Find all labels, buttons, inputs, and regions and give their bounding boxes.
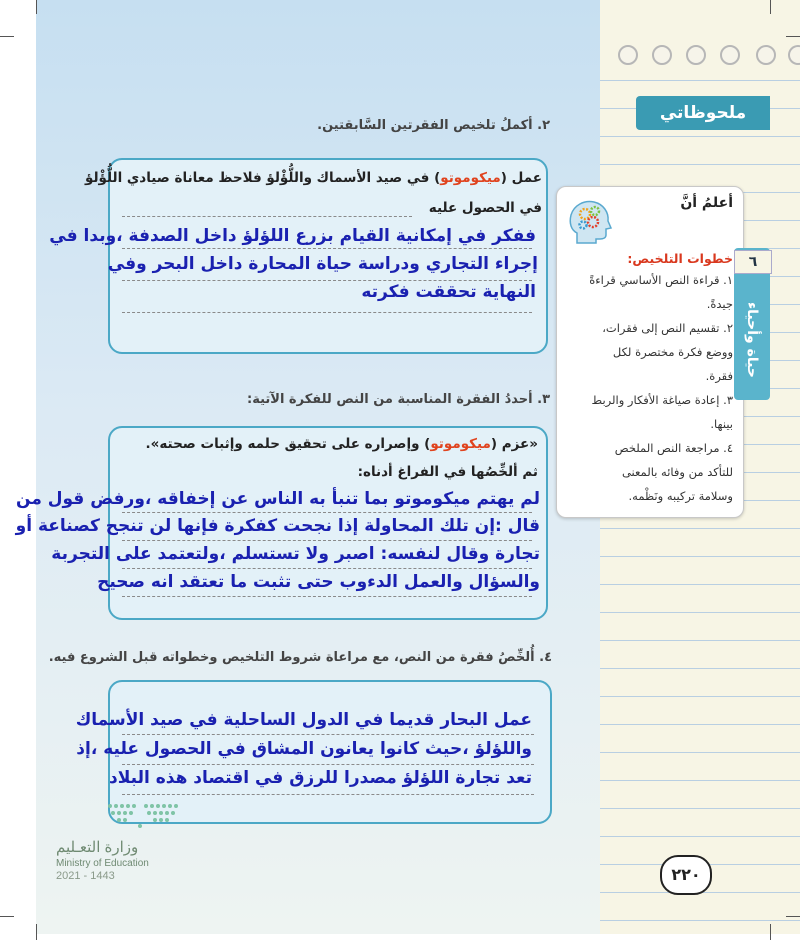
answer-line [122, 216, 412, 217]
q3-answer-line: والسؤال والعمل الدءوب حتى تثبت ما تعتقد انه صحيح [97, 572, 540, 592]
ministry-name-en: Ministry of Education [56, 858, 149, 869]
crop-mark [770, 0, 771, 14]
q3-answer-line: تجارة وقال لنفسه: اصبر ولا تستسلم ،ولتعتمد على التجربة [51, 544, 540, 564]
info-card [556, 186, 744, 518]
ruled-line [600, 668, 800, 669]
ruled-line [600, 528, 800, 529]
answer-line [122, 596, 532, 597]
answer-line [122, 248, 532, 249]
binder-hole [652, 45, 672, 65]
ruled-line [600, 556, 800, 557]
ruled-line [600, 724, 800, 725]
unit-number: ٦ [734, 250, 772, 274]
info-line: فقرة. [705, 369, 733, 383]
info-line: للتأكد من وفائه بالمعنى [621, 465, 733, 479]
info-line: ٢. تقسيم النص إلى فقرات، [602, 321, 733, 335]
info-line: ٣. إعادة صياغة الأفكار والربط [591, 393, 733, 407]
info-subtitle: خطوات التلخيص: [627, 251, 733, 266]
info-line: جيدةً. [706, 297, 733, 311]
crop-mark [770, 924, 771, 940]
crop-mark [36, 0, 37, 14]
binder-hole [756, 45, 776, 65]
ruled-line [600, 920, 800, 921]
binder-hole [720, 45, 740, 65]
ministry-logo-icon [100, 798, 190, 832]
info-line: وسلامة تركيبه ونَظْمه. [628, 489, 733, 503]
crop-mark [786, 916, 800, 917]
ruled-line [600, 640, 800, 641]
q4-answer-line: عمل البحار قديما في الدول الساحلية في صيد الأسماك [75, 710, 532, 730]
ruled-line [600, 696, 800, 697]
q2-line1: عمل (ميكوموتو) في صيد الأسماك واللُّؤْلؤ فلاحظ معاناة صيادي اللُّؤْلؤ [85, 170, 542, 186]
answer-line [122, 312, 532, 313]
info-line: ١. قراءة النص الأساسي قراءةً [589, 273, 733, 287]
q2-line2: في الحصول عليه [428, 200, 542, 216]
ministry-name-ar: وزارة التعـليم [56, 839, 139, 856]
info-title: أعلمُ أنَّ [680, 195, 733, 211]
ruled-line [600, 612, 800, 613]
q3-answer-line: قال :إن تلك المحاولة إذا نجحت كفكرة فإنها لن تنجح كصناعة أو [15, 516, 540, 536]
answer-line [122, 568, 532, 569]
ruled-line [600, 836, 800, 837]
q3-instruction: ثم ألخِّصُها في الفراغ أدناه: [357, 464, 538, 480]
info-line: ٤. مراجعة النص الملخص [614, 441, 733, 455]
notes-title: ملحوظاتي [659, 103, 747, 123]
answer-line [122, 734, 534, 735]
crop-mark [36, 924, 37, 940]
q3-prompt: ٣. أحددُ الفقرة المناسبة من النص للفكرة الآتية: [247, 392, 550, 407]
ruled-line [600, 136, 800, 137]
q2-answer-line: إجراء التجاري ودراسة حياة المحارة داخل البحر وفي [107, 254, 538, 274]
ruled-line [600, 780, 800, 781]
ruled-line [600, 584, 800, 585]
answer-line [122, 764, 534, 765]
answer-line [122, 794, 534, 795]
edition-year: 2021 - 1443 [56, 870, 115, 882]
ruled-line [600, 808, 800, 809]
answer-line [122, 280, 532, 281]
ruled-line [600, 752, 800, 753]
name-highlight: ميكوموتو [430, 436, 491, 452]
q2-answer-line: النهاية تحققت فكرته [361, 282, 536, 302]
name-highlight: ميكوموتو [440, 170, 501, 186]
q2-answer-line: ففكر في إمكانية القيام بزرع اللؤلؤ داخل الصدفة ،وبدا في [49, 226, 536, 246]
q3-quote: «عزم (ميكوموتو) وإصراره على تحقيق حلمه وإثبات صحته». [145, 436, 538, 452]
info-line: ووضع فكرة مختصرة لكل [612, 345, 733, 359]
q3-answer-line: لم يهتم ميكوموتو بما تنبأ به الناس عن إخفاقه ،ورفض قول من [16, 489, 540, 509]
notes-title-tab [636, 96, 770, 130]
info-line: بينها. [710, 417, 733, 431]
crop-mark [786, 36, 800, 37]
crop-mark [0, 36, 14, 37]
ruled-line [600, 164, 800, 165]
unit-label: حياة وأحياء [744, 302, 760, 378]
page-number: ٢٢٠ [660, 855, 712, 895]
binder-hole [618, 45, 638, 65]
answer-line [122, 512, 532, 513]
head-gears-icon [565, 197, 615, 247]
ruled-line [600, 80, 800, 81]
q4-answer-line: واللؤلؤ ،حيث كانوا يعانون المشاق في الحصول عليه ،إذ [76, 739, 532, 759]
binder-hole [686, 45, 706, 65]
q4-prompt: ٤. أُلخِّصُ فقرة من النص، مع مراعاة شروط التلخيص وخطواته قبل الشروع فيه. [48, 650, 552, 665]
answer-line [122, 540, 532, 541]
q4-answer-line: تعد تجارة اللؤلؤ مصدرا للرزق في اقتصاد هذه البلاد [109, 768, 532, 788]
q2-prompt: ٢. أكملُ تلخيص الفقرتين السَّابقتين. [317, 118, 550, 133]
crop-mark [0, 916, 14, 917]
